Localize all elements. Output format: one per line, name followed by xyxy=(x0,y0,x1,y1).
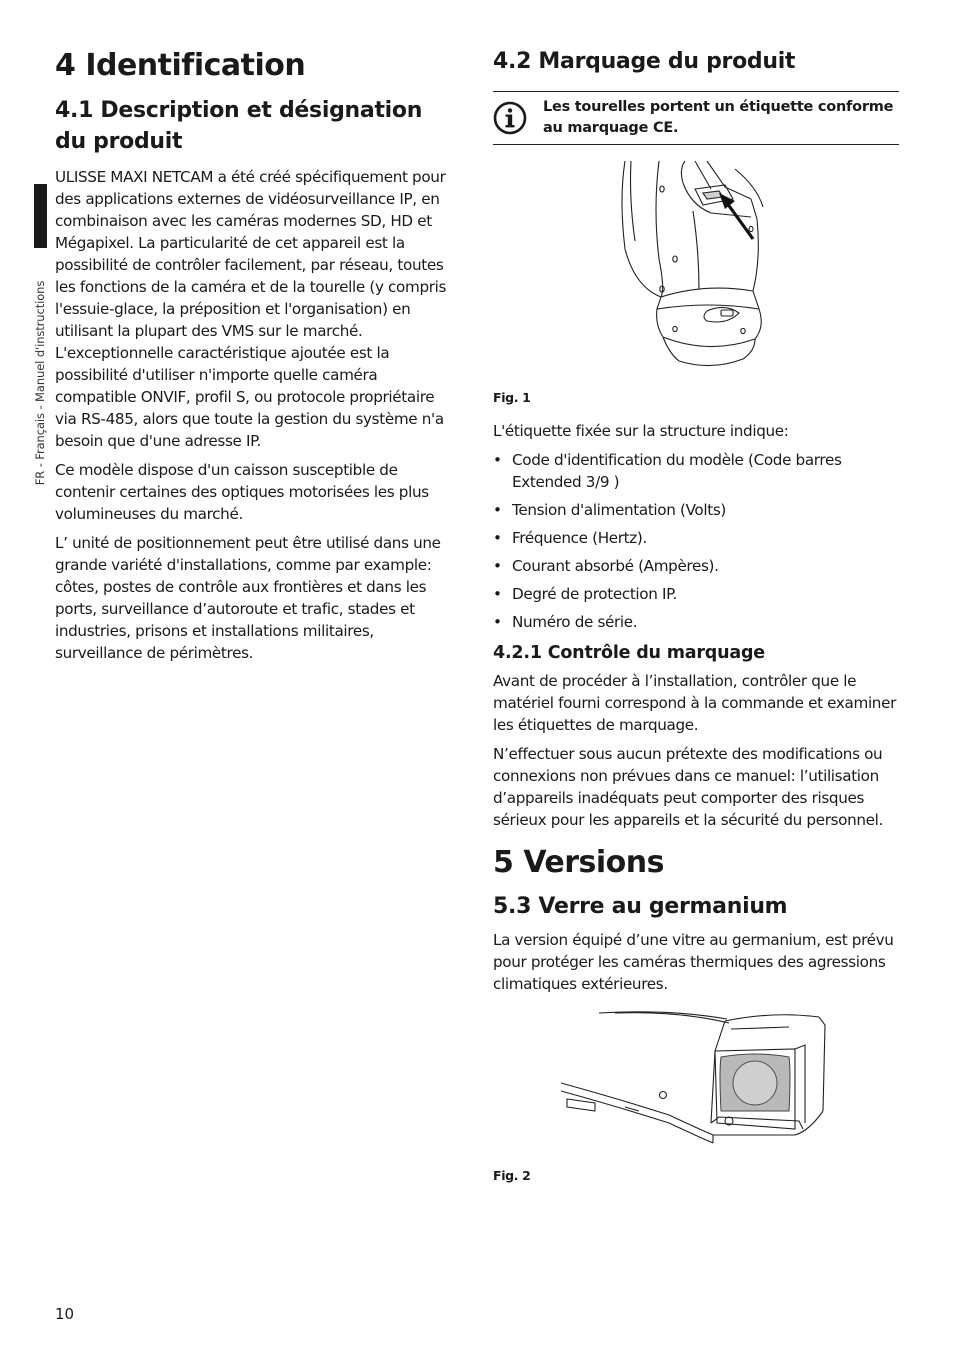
bullet-symbol: • xyxy=(493,584,502,603)
list-item: • Degré de protection IP. xyxy=(493,584,899,606)
sidebar-marker xyxy=(34,184,47,248)
right-column xyxy=(493,48,899,1187)
note-box xyxy=(493,91,899,145)
section-4-2-1-title: 4.2.1 Contrôle du marquage xyxy=(493,643,765,664)
bullet-symbol: • xyxy=(493,451,502,470)
bullet-symbol: • xyxy=(493,612,502,631)
list-item: • Code d'identification du modèle (Code barres Extended 3/9 ) xyxy=(493,451,842,491)
sidebar-label: FR - Français - Manuel d'instructions xyxy=(33,280,47,486)
turret-label-figure xyxy=(615,159,785,367)
section-4-2-title: 4.2 Marquage du produit xyxy=(493,49,796,74)
paragraph-check: Avant de procéder à l’installation, contrôler que le matériel fourni correspond à la commande et examiner les étiquettes de marquage. xyxy=(493,671,896,734)
label-contents-list xyxy=(493,450,899,633)
list-item: • Numéro de série. xyxy=(493,612,899,634)
bullet-symbol: • xyxy=(493,500,502,519)
section-4-title: 4 Identification xyxy=(55,48,306,83)
list-item: • Tension d'alimentation (Volts) xyxy=(493,500,899,522)
paragraph-description: ULISSE MAXI NETCAM a été créé spécifiquement pour des applications externes de vidéosurveillance IP, en combinaison avec les caméras modernes SD, HD et Mégapixel. La particularité de cet appareil est la possibilité de contrôler facilement, par réseau, toutes les fonctions de la caméra et de la tourelle (y compris l'essuie-glace, la préposition et l'organisation) en utilisant la plupart des VMS sur le marché. L'exceptionnelle caractéristique ajoutée est la possibilité d'utiliser n'importe quelle caméra compatible ONVIF, profil S, ou protocole propriétaire via RS-485, alors que toute la gestion du système n'a besoin que d'une adresse IP. xyxy=(55,168,447,451)
note-text: Les tourelles portent un étiquette conforme au marquage CE. xyxy=(543,99,894,137)
page-number: 10 xyxy=(55,1305,75,1323)
paragraph-germanium: La version équipé d’une vitre au germanium, est prévu pour protéger les caméras thermiques des agressions climatiques extérieures. xyxy=(493,931,894,994)
section-5-title: 5 Versions xyxy=(493,844,665,880)
germanium-housing-figure xyxy=(559,1011,829,1147)
list-item: • Fréquence (Hertz). xyxy=(493,528,899,550)
bullet-symbol: • xyxy=(493,528,502,547)
paragraph-installations: L’ unité de positionnement peut être utilisé dans une grande variété d'installations, comme par example: côtes, postes de contrôle aux frontières et dans les ports, surveillance d’autoroute et trafic, stades et industries, prisons et installations militaires, surveillance de périmètres. xyxy=(55,534,441,663)
fig-1-caption: Fig. 1 xyxy=(493,390,531,406)
fig-2-caption: Fig. 2 xyxy=(493,1168,531,1184)
bullet-symbol: • xyxy=(493,556,502,575)
section-4-1-title: 4.1 Description et désignation du produit xyxy=(55,98,423,155)
label-intro: L'étiquette fixée sur la structure indique: xyxy=(493,422,789,441)
paragraph-housing: Ce modèle dispose d'un caisson susceptible de contenir certaines des optiques motorisées les plus volumineuses du marché. xyxy=(55,461,429,524)
section-5-3-title: 5.3 Verre au germanium xyxy=(493,893,788,919)
info-icon xyxy=(493,101,527,135)
list-item: • Courant absorbé (Ampères). xyxy=(493,556,899,578)
left-column xyxy=(55,48,460,664)
paragraph-warning: N’effectuer sous aucun prétexte des modifications ou connexions non prévues dans ce manuel: l’utilisation d’appareils inadéquats peut comporter des risques sérieux pour les appareils et la sécurité du personnel. xyxy=(493,744,883,829)
